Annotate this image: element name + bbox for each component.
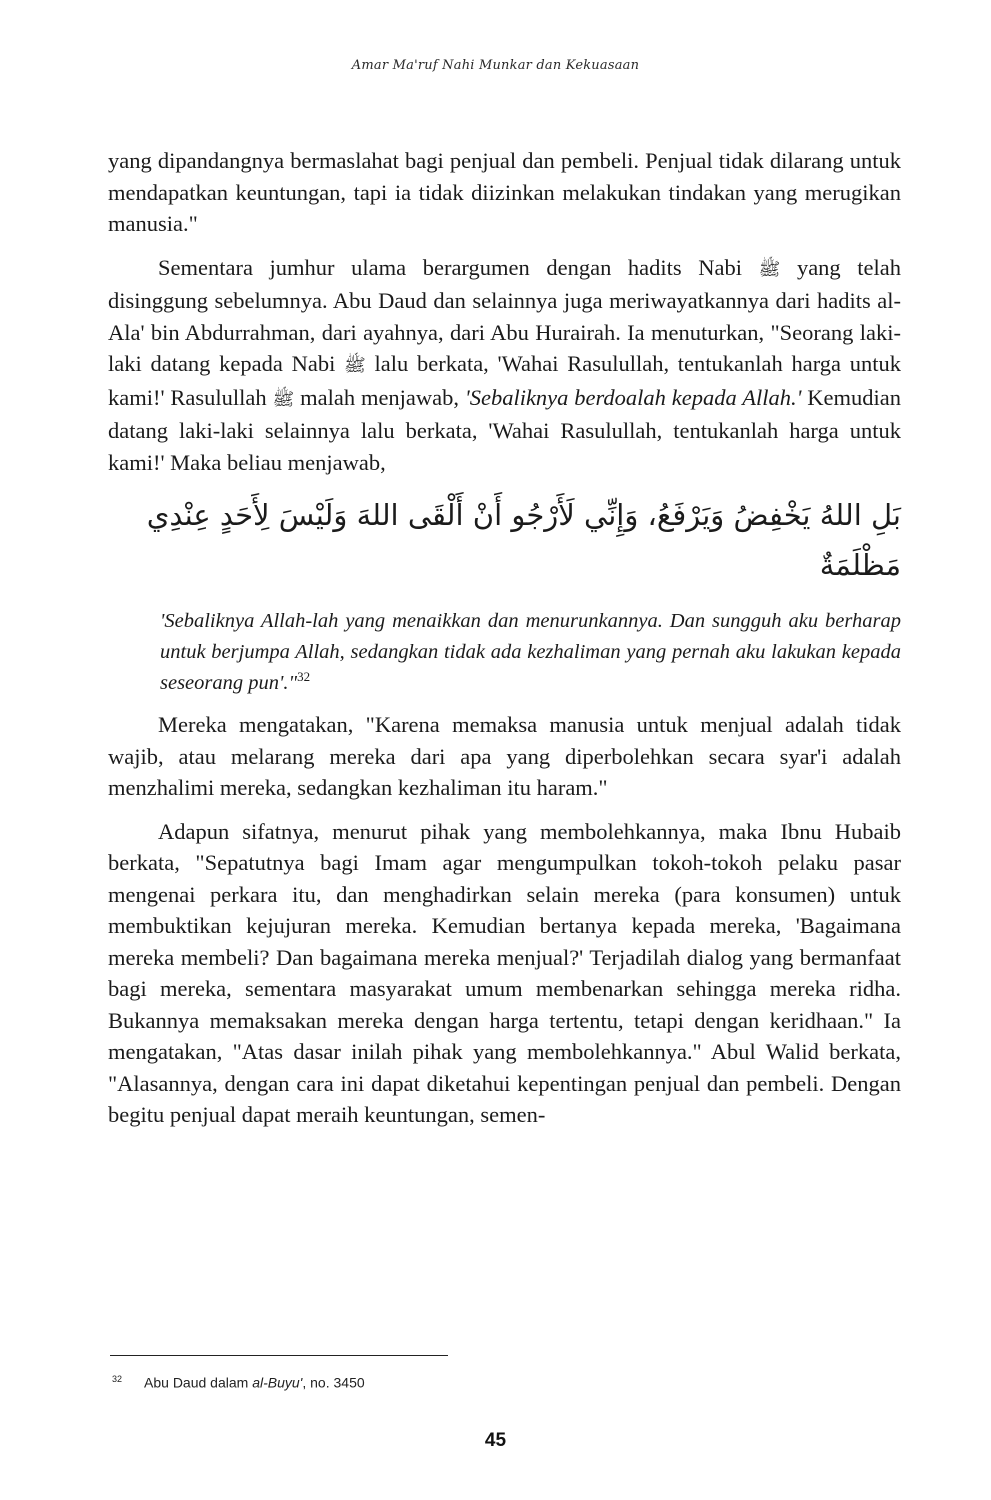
p2-italic-quote: 'Sebaliknya berdoalah kepada Allah.' bbox=[464, 384, 802, 410]
p2-text-2: yang telah disinggung sebelumnya. Abu Daud dan selainnya juga meriwayatkannya dari hadits al-Ala' bin Abdurrahman, dari ayahnya, dari Abu Hurairah. Ia menuturkan, "Seorang laki-laki datang kepada Nabi bbox=[108, 254, 901, 376]
footnote-text-before: Abu Daud dalam bbox=[144, 1374, 253, 1391]
p2-text-1: Sementara jumhur ulama berargumen dengan hadits Nabi bbox=[158, 254, 759, 280]
main-text bbox=[108, 145, 901, 1143]
hadith-translation bbox=[108, 606, 901, 699]
footnote-divider bbox=[110, 1355, 448, 1356]
arabic-hadith: بَلِ اللهُ يَخْفِضُ وَيَرْفَعُ، وَإِنِّي لَأَرْجُو أَنْ أَلْقَى اللهَ وَلَيْسَ لِأَحَدٍ عِنْدِي مَظْلَمَةٌ bbox=[146, 498, 901, 582]
footnote-number: 32 bbox=[112, 1374, 123, 1384]
paragraph-2 bbox=[108, 252, 901, 479]
running-header: Amar Ma'ruf Nahi Munkar dan Kekuasaan bbox=[351, 58, 640, 73]
footnote-text-after: , no. 3450 bbox=[302, 1374, 365, 1391]
salawat-glyph: ﷺ bbox=[344, 355, 366, 376]
p2-text-4: malah menjawab, bbox=[294, 384, 465, 410]
paragraph-1: yang dipandangnya bermaslahat bagi penjual dan pembeli. Penjual tidak dilarang untuk mendapatkan keuntungan, tapi ia tidak diizinkan melakukan tindakan yang merugikan manusia." bbox=[108, 148, 901, 236]
paragraph-3: Mereka mengatakan, "Karena memaksa manusia untuk menjual adalah tidak wajib, atau melarang mereka dari apa yang diperbolehkan secara syar'i adalah menzhalimi mereka, sedangkan kezhaliman itu haram." bbox=[108, 712, 901, 800]
salawat-glyph: ﷺ bbox=[272, 388, 295, 410]
footnote-reference: 32 bbox=[297, 669, 311, 685]
footnote bbox=[112, 1374, 365, 1391]
paragraph-4: Adapun sifatnya, menurut pihak yang membolehkannya, maka Ibnu Hubaib berkata, "Sepatutnya bagi Imam agar mengumpulkan tokoh-tokoh pelaku pasar mengenai perkara itu, dan menghadirkan selain mereka (para konsumen) untuk membuktikan kejujuran mereka. Kemudian bertanya kepada mereka, 'Bagaimana mereka membeli? Dan bagaimana mereka menjual?' Terjadilah dialog yang bermanfaat bagi mereka, sementara masyarakat umum membenarkan sehingga mereka ridha. Bukannya memaksakan mereka dengan harga tertentu, tetapi dengan keridhaan." Ia mengatakan, "Atas dasar inilah pihak yang membolehkannya." Abul Walid berkata, "Alasannya, dengan cara ini dapat diketahui kepentingan penjual dan pembeli. Dengan begitu penjual dapat meraih keuntungan, semen- bbox=[108, 818, 901, 1127]
p2-text-6: Kemudian datang laki-laki selainnya lalu berkata, 'Wahai Rasulullah, tentukanlah harga untuk kami!' Maka beliau menjawab, bbox=[108, 384, 901, 475]
translation-text: 'Sebaliknya Allah-lah yang menaikkan dan menurunkannya. Dan sungguh aku berharap untuk berjumpa Allah, sedangkan tidak ada kezhaliman yang pernah aku lakukan kepada seseorang pun'." bbox=[160, 610, 901, 694]
salawat-glyph: ﷺ bbox=[758, 258, 781, 280]
p2-text-3: lalu berkata, 'Wahai Rasulullah, tentukanlah harga untuk kami!' Rasulullah bbox=[108, 351, 901, 410]
page-number: 45 bbox=[484, 1430, 507, 1451]
footnote-source: al-Buyu' bbox=[252, 1374, 303, 1391]
